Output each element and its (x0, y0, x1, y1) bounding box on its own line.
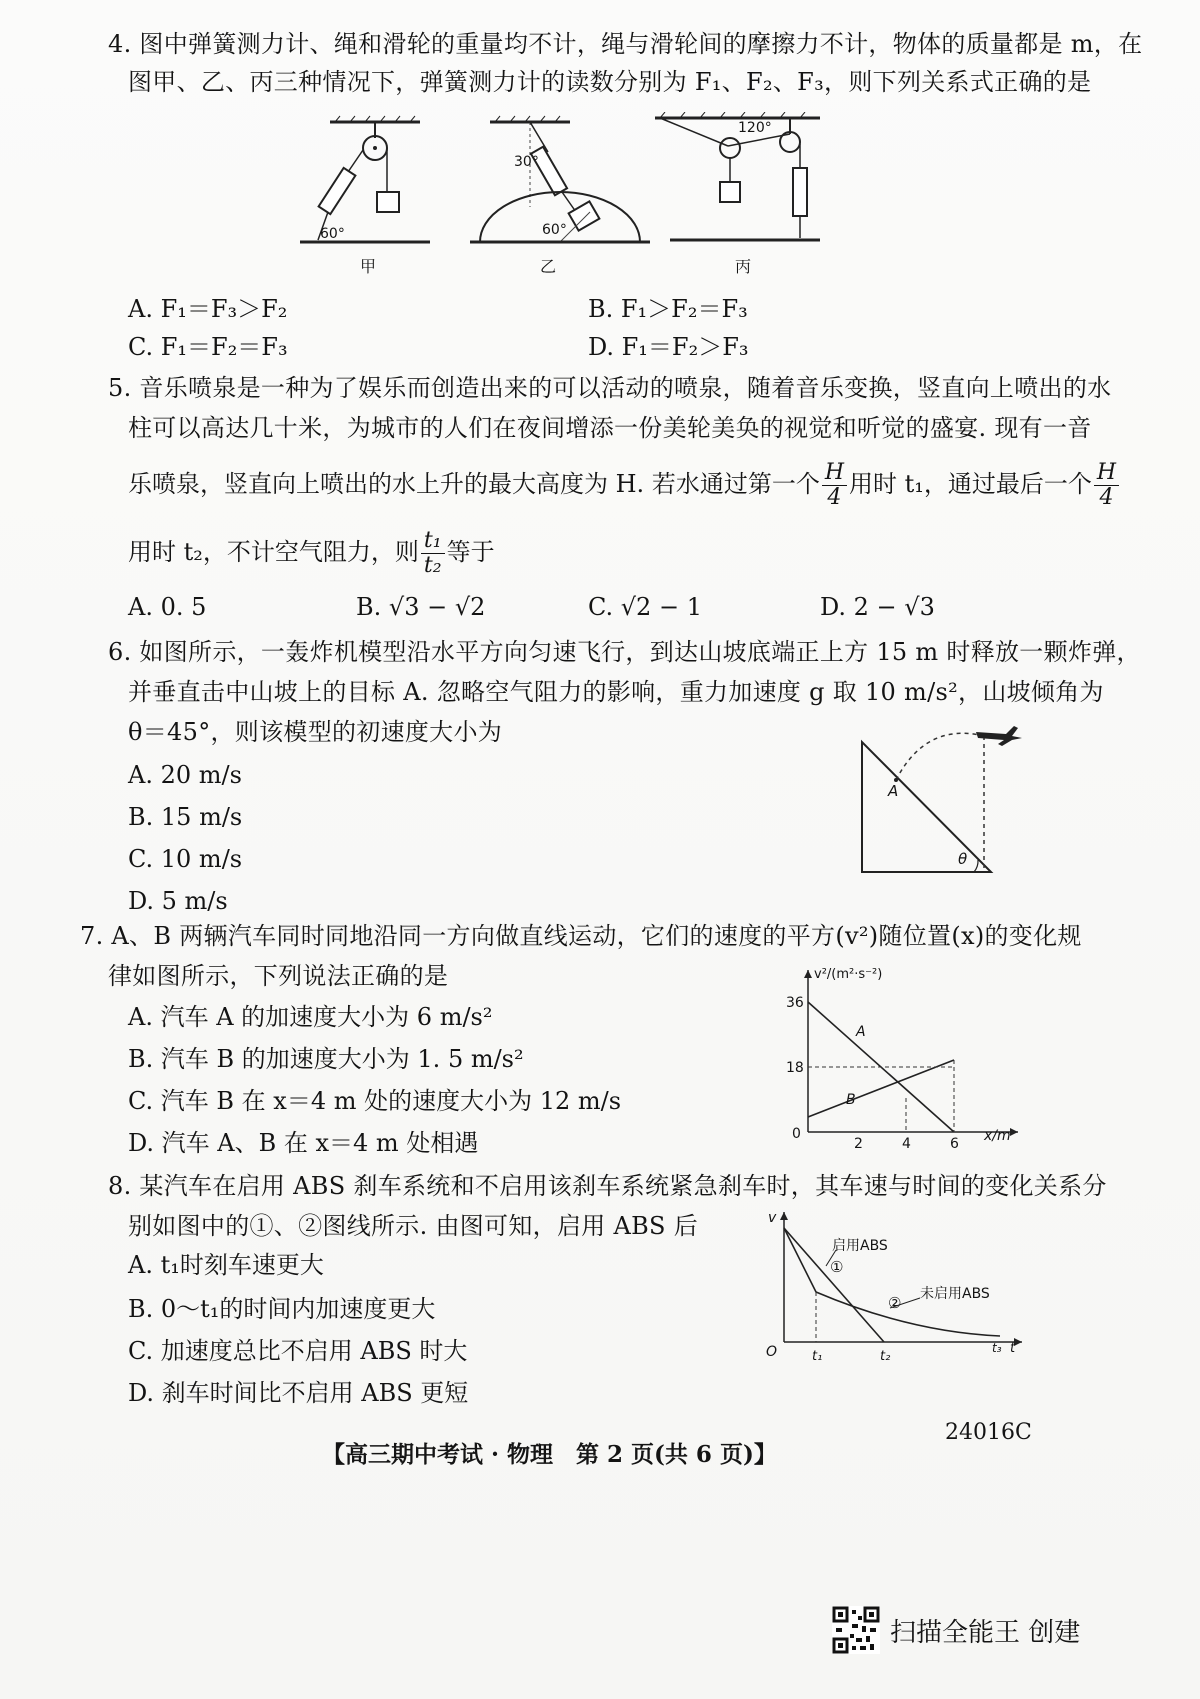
q6-line1: 6. 如图所示，一轰炸机模型沿水平方向匀速飞行，到达山坡底端正上方 15 m 时释放一颗炸弹， (108, 638, 1141, 666)
svg-text:t₃: t₃ (992, 1341, 1002, 1355)
fig-jia (300, 116, 430, 276)
svg-text:v: v (768, 1210, 777, 1226)
svg-text:乙: 乙 (540, 257, 557, 276)
fig-yi (470, 116, 650, 276)
q6-option-b: B. 15 m/s (128, 803, 243, 831)
q4-option-b: B. F₁＞F₂＝F₃ (588, 295, 748, 323)
q4-option-d: D. F₁＝F₂＞F₃ (588, 333, 749, 361)
svg-text:θ: θ (958, 850, 968, 868)
svg-text:B: B (846, 1092, 856, 1108)
svg-text:t₂: t₂ (880, 1349, 891, 1364)
q8-graph (760, 1206, 1032, 1368)
scanner-watermark: 扫描全能王 创建 (890, 1618, 1081, 1648)
qr-code-icon (832, 1606, 880, 1654)
paper-code: 24016C (945, 1420, 1032, 1445)
q7-line2: 律如图所示，下列说法正确的是 (108, 962, 449, 990)
q6-option-a: A. 20 m/s (128, 761, 242, 789)
svg-text:x/m: x/m (984, 1128, 1011, 1144)
q5-line4: 用时 t₂，不计空气阻力，则 $\frac{\text{t₁}}{\text{t₂}}$ 等于 (128, 528, 495, 578)
q5-option-c: C. √2 − 1 (588, 593, 702, 621)
q6-line2: 并垂直击中山坡上的目标 A. 忽略空气阻力的影响，重力加速度 g 取 10 m/s²，山坡倾角为 (128, 678, 1104, 706)
svg-text:A: A (888, 782, 899, 800)
q4-line2: 图甲、乙、丙三种情况下，弹簧测力计的读数分别为 F₁、F₂、F₃，则下列关系式正确的是 (128, 68, 1092, 96)
svg-text:O: O (766, 1344, 778, 1360)
svg-text:甲: 甲 (360, 257, 377, 276)
q6-option-c: C. 10 m/s (128, 845, 243, 873)
svg-text:②: ② (888, 1294, 902, 1312)
svg-text:未启用ABS: 未启用ABS (920, 1286, 990, 1302)
svg-text:t: t (1010, 1341, 1016, 1356)
svg-text:36: 36 (786, 995, 804, 1011)
svg-text:60°: 60° (542, 222, 567, 238)
q5-option-d: D. 2 − √3 (820, 593, 935, 621)
svg-text:60°: 60° (320, 226, 345, 242)
q8-line2: 别如图中的①、②图线所示. 由图可知，启用 ABS 后 (128, 1212, 699, 1240)
fig-bing (655, 112, 820, 276)
q7-option-b: B. 汽车 B 的加速度大小为 1. 5 m/s² (128, 1045, 524, 1073)
q7-option-d: D. 汽车 A、B 在 x＝4 m 处相遇 (128, 1129, 479, 1157)
svg-text:丙: 丙 (735, 257, 752, 276)
q7-line1: 7. A、B 两辆汽车同时同地沿同一方向做直线运动，它们的速度的平方(v²)随位置(x)的变化规 (80, 922, 1082, 950)
q6-option-d: D. 5 m/s (128, 887, 228, 915)
svg-text:0: 0 (792, 1126, 801, 1142)
svg-text:6: 6 (950, 1136, 959, 1152)
svg-text:2: 2 (854, 1136, 863, 1152)
q5-line2: 柱可以高达几十米，为城市的人们在夜间增添一份美轮美奂的视觉和听觉的盛宴. 现有一音 (128, 414, 1092, 442)
q8-option-d: D. 刹车时间比不启用 ABS 更短 (128, 1379, 469, 1407)
q5-option-b: B. √3 − √2 (356, 593, 486, 621)
q4-option-a: A. F₁＝F₃＞F₂ (128, 295, 288, 323)
q4-figure (290, 112, 830, 292)
svg-text:18: 18 (786, 1060, 804, 1076)
svg-text:4: 4 (902, 1136, 911, 1152)
q6-line3: θ＝45°，则该模型的初速度大小为 (128, 718, 503, 746)
q7-option-c: C. 汽车 B 在 x＝4 m 处的速度大小为 12 m/s (128, 1087, 622, 1115)
svg-text:A: A (856, 1024, 866, 1040)
q8-option-a: A. t₁时刻车速更大 (128, 1251, 324, 1279)
svg-text:①: ① (830, 1258, 844, 1276)
svg-text:t₁: t₁ (812, 1349, 823, 1364)
q4-option-c: C. F₁＝F₂＝F₃ (128, 333, 288, 361)
svg-text:30°: 30° (514, 154, 539, 170)
q4-line1: 4. 图中弹簧测力计、绳和滑轮的重量均不计，绳与滑轮间的摩擦力不计，物体的质量都是 m，在 (108, 30, 1143, 58)
q5-line3: 乐喷泉，竖直向上喷出的水上升的最大高度为 H. 若水通过第一个 $\frac{H}{4}$ 用时 t₁，通过最后一个 $\frac{H}{4}$ (128, 456, 1121, 512)
svg-text:启用ABS: 启用ABS (832, 1238, 888, 1254)
airplane-icon (976, 726, 1022, 746)
q5-line1: 5. 音乐喷泉是一种为了娱乐而创造出来的可以活动的喷泉，随着音乐变换，竖直向上喷出的水 (108, 374, 1112, 402)
q8-option-c: C. 加速度总比不启用 ABS 时大 (128, 1337, 468, 1365)
page-footer-title: 【高三期中考试 · 物理 第 2 页(共 6 页)】 (322, 1441, 777, 1468)
q8-option-b: B. 0～t₁的时间内加速度更大 (128, 1295, 436, 1323)
q6-figure (856, 712, 1026, 878)
svg-text:v²/(m²·s⁻²): v²/(m²·s⁻²) (814, 967, 883, 982)
q5-option-a: A. 0. 5 (128, 593, 207, 621)
q7-graph (778, 962, 1028, 1152)
q7-option-a: A. 汽车 A 的加速度大小为 6 m/s² (128, 1003, 493, 1031)
svg-text:120°: 120° (738, 120, 772, 136)
q8-line1: 8. 某汽车在启用 ABS 刹车系统和不启用该刹车系统紧急刹车时，其车速与时间的变化关系分 (108, 1172, 1107, 1200)
